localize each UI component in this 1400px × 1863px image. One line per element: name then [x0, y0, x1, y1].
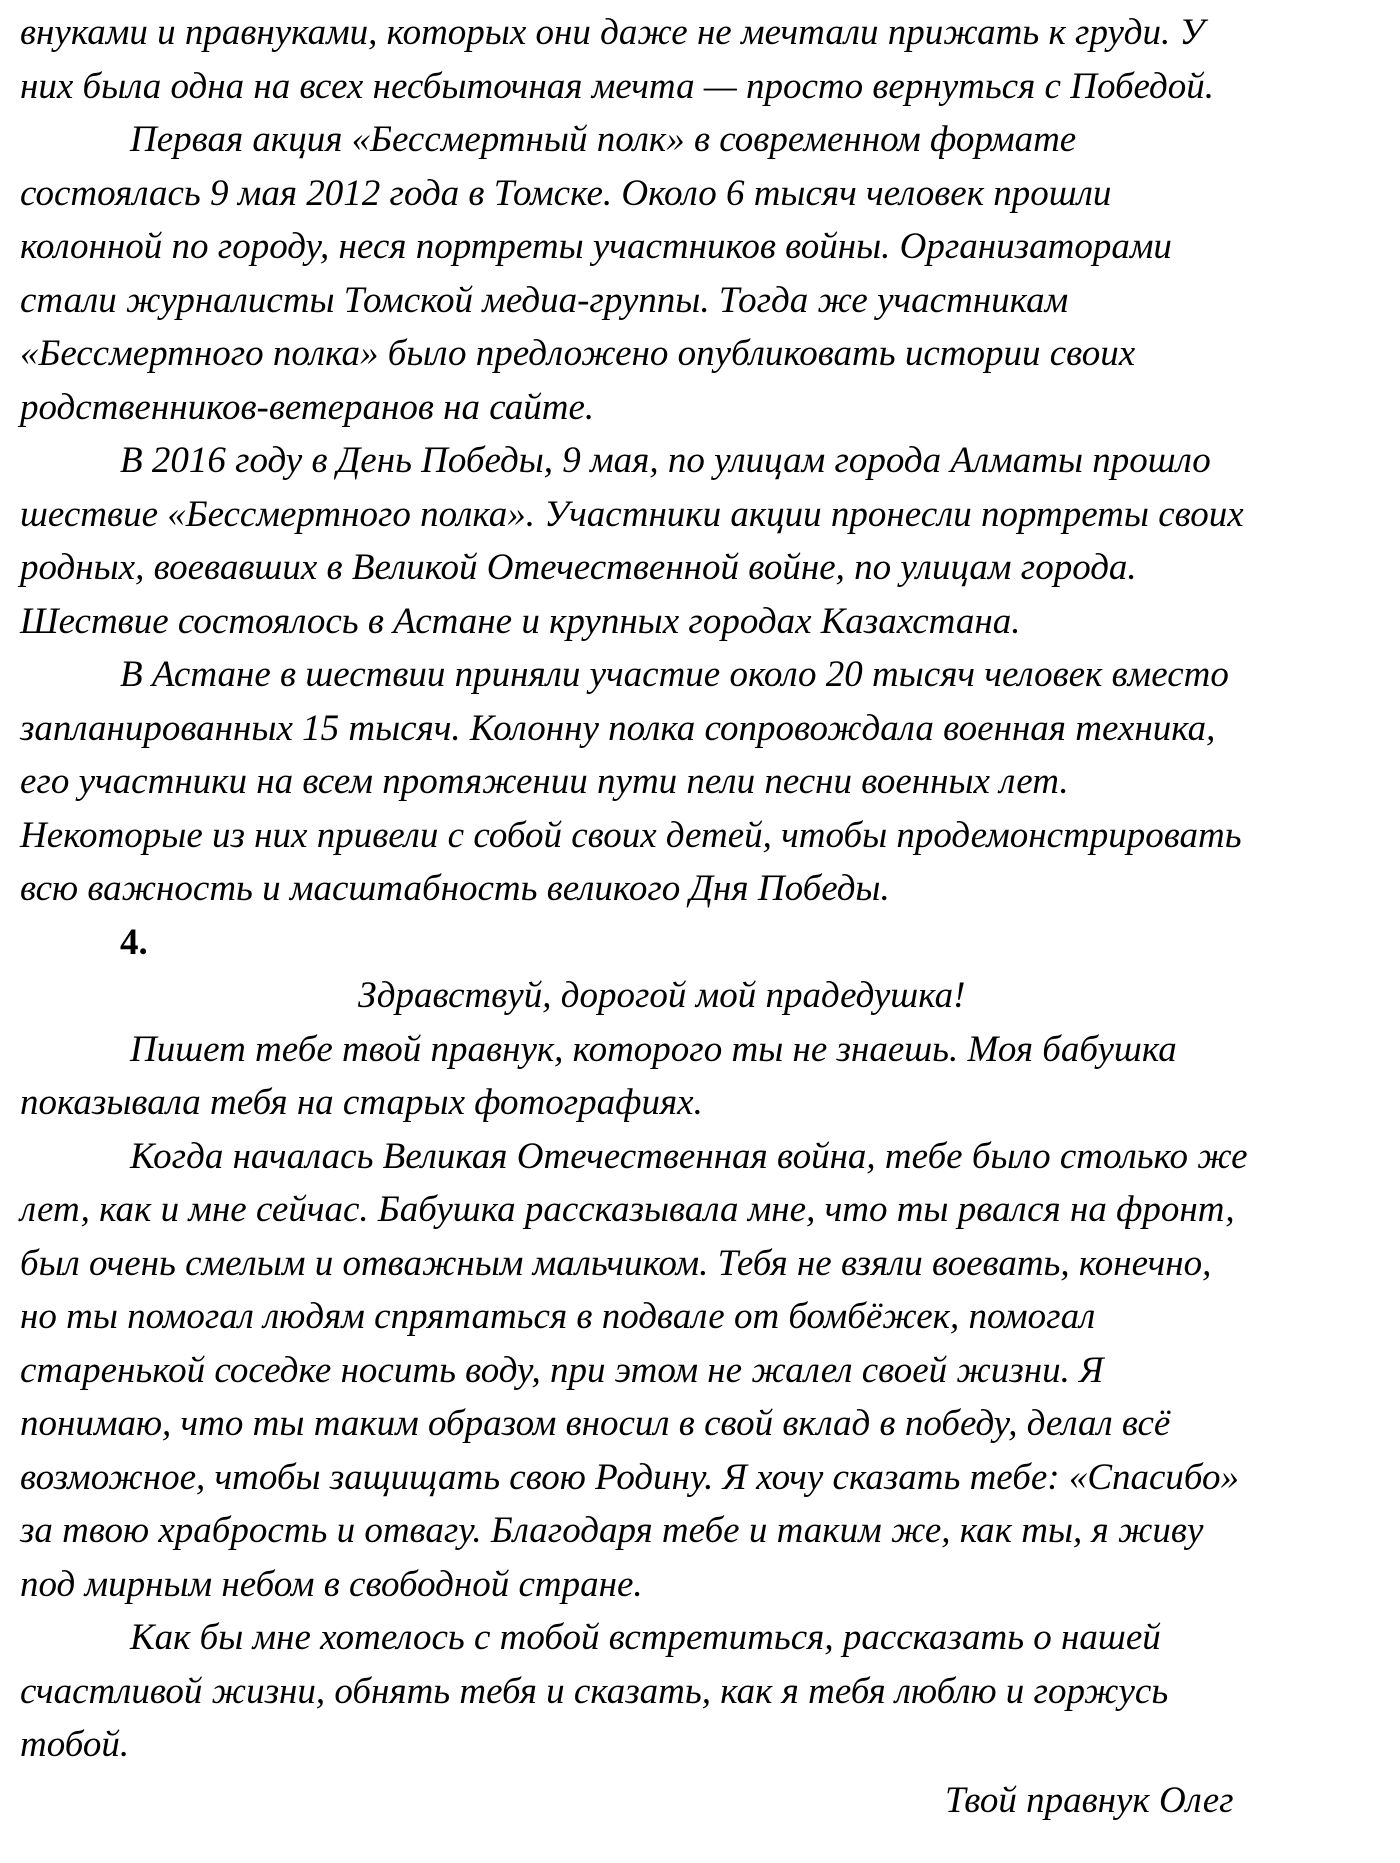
letter-signature: Твой правнук Олег: [945, 1779, 1234, 1821]
text-line: «Бессмертного полка» было предложено опубликовать истории своих: [20, 333, 1136, 374]
text-line: всю важность и масштабность великого Дня Победы.: [20, 868, 890, 909]
text-line: Пишет тебе твой правнук, которого ты не знаешь. Моя бабушка: [130, 1028, 1177, 1070]
text-line: В Астане в шествии приняли участие около 20 тысяч человек вместо: [120, 654, 1229, 695]
paragraph-letter-war: [20, 1130, 1390, 1612]
text-line: тобой.: [20, 1724, 130, 1765]
section-number: 4.: [120, 921, 148, 963]
text-line: был очень смелым и отважным мальчиком. Тебя не взяли воевать, конечно,: [20, 1242, 1212, 1284]
text-line: родных, воевавших в Великой Отечественной войне, по улицам города.: [20, 547, 1137, 588]
text-line: показывала тебя на старых фотографиях.: [20, 1082, 703, 1123]
text-line: стали журналисты Томской медиа-группы. Тогда же участникам: [20, 279, 1069, 321]
text-line: В 2016 году в День Победы, 9 мая, по улицам города Алматы прошло: [120, 440, 1211, 481]
paragraph-tomsk: [20, 113, 1390, 434]
text-line: колонной по городу, неся портреты участников войны. Организаторами: [20, 226, 1172, 267]
paragraph-letter-closing: [20, 1611, 1390, 1772]
text-line: под мирным небом в свободной стране.: [20, 1563, 643, 1605]
letter-greeting: Здравствуй, дорогой мой прадедушка!: [358, 975, 966, 1016]
text-line: Шествие состоялось в Астане и крупных городах Казахстана.: [20, 600, 1021, 642]
text-line: родственников-ветеранов на сайте.: [20, 386, 595, 428]
text-line: запланированных 15 тысяч. Колонну полка сопровождала военная техника,: [20, 707, 1216, 749]
text-line: понимаю, что ты таким образом вносил в свой вклад в победу, делал всё: [20, 1403, 1171, 1444]
text-line: возможное, чтобы защищать свою Родину. Я хочу сказать тебе: «Спасибо»: [20, 1456, 1240, 1498]
text-line: старенькой соседке носить воду, при этом не жалел своей жизни. Я: [20, 1349, 1104, 1391]
text-line: его участники на всем протяжении пути пели песни военных лет.: [20, 761, 1069, 802]
text-line: Первая акция «Бессмертный полк» в современном формате: [130, 119, 1077, 160]
text-line: состоялась 9 мая 2012 года в Томске. Около 6 тысяч человек прошли: [20, 172, 1112, 214]
paragraph-continuation: [20, 6, 1390, 113]
text-line: Как бы мне хотелось с тобой встретиться, рассказать о нашей: [130, 1617, 1161, 1658]
text-line: за твою храбрость и отвагу. Благодаря тебе и таким же, как ты, я живу: [20, 1510, 1204, 1551]
text-line: но ты помогал людям спрятаться в подвале от бомбёжек, помогал: [20, 1296, 1096, 1337]
text-line: лет, как и мне сейчас. Бабушка рассказывала мне, что ты рвался на фронт,: [20, 1189, 1235, 1230]
text-line: них была одна на всех несбыточная мечта — просто вернуться с Победой.: [20, 65, 1215, 107]
text-line: счастливой жизни, обнять тебя и сказать, как я тебя люблю и горжусь: [20, 1670, 1169, 1712]
paragraph-letter-intro: [20, 1023, 1390, 1130]
document-body: [20, 6, 1390, 1827]
paragraph-almaty: [20, 434, 1390, 648]
text-line: внуками и правнуками, которых они даже не мечтали прижать к груди. У: [20, 12, 1205, 53]
text-line: Некоторые из них привели с собой своих детей, чтобы продемонстрировать: [20, 814, 1242, 856]
paragraph-astana: [20, 648, 1390, 916]
text-line: Когда началась Великая Отечественная война, тебе было столько же: [130, 1135, 1248, 1177]
text-line: шествие «Бессмертного полка». Участники акции пронесли портреты своих: [20, 493, 1244, 535]
